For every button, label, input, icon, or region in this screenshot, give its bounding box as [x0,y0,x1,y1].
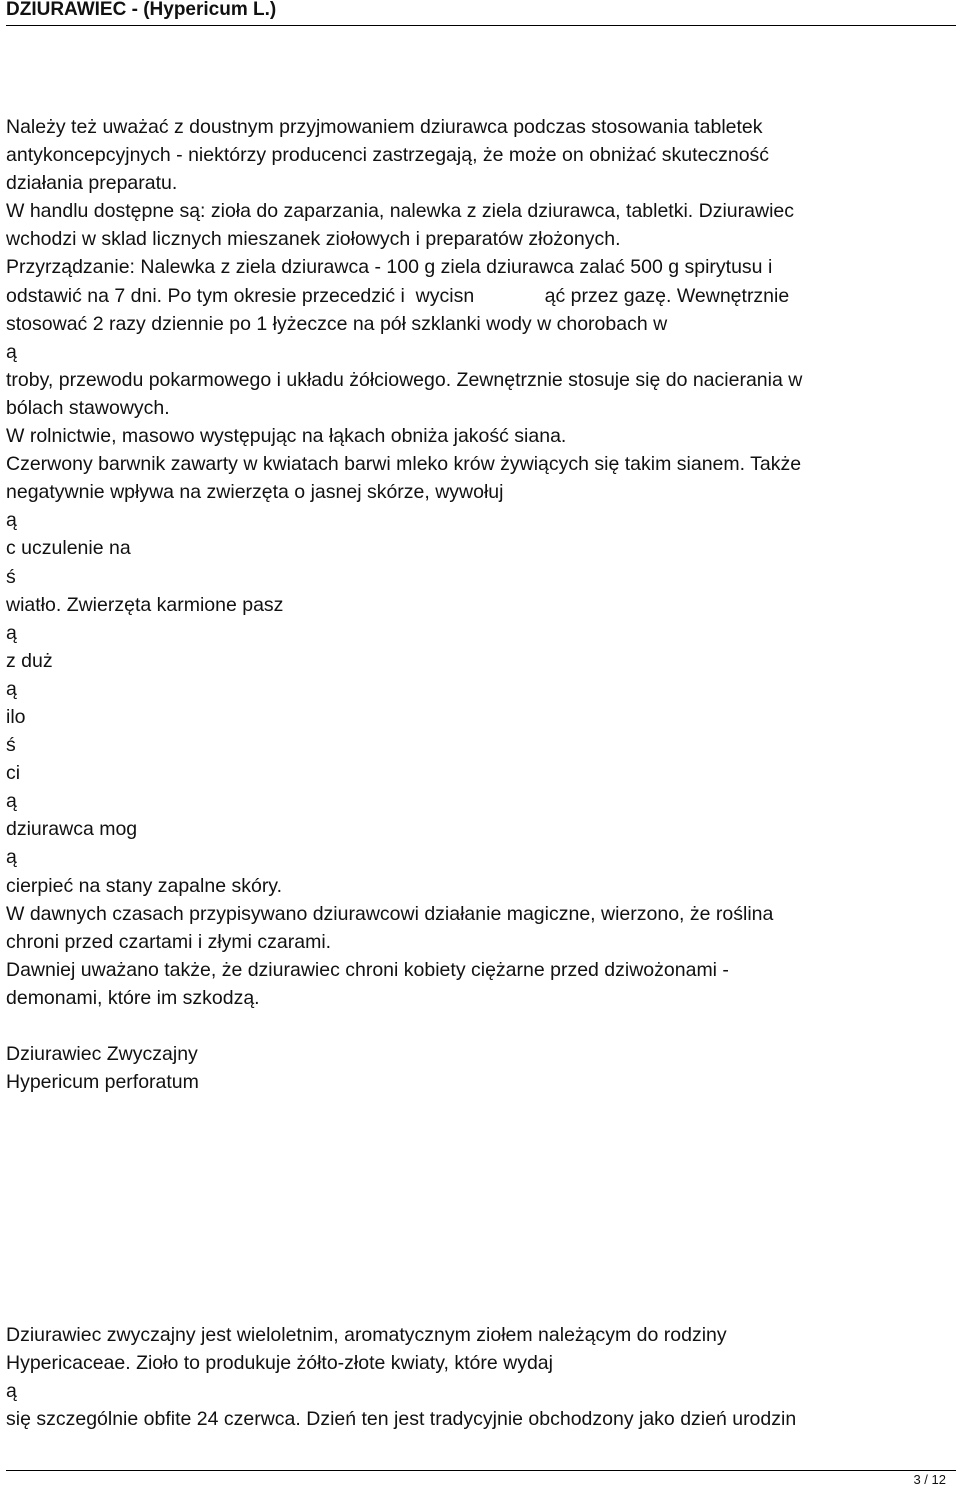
blank-line [6,1293,956,1321]
text-line: ą [6,621,17,644]
text-line: Należy też uważać z doustnym przyjmowaniem dziurawca podczas stosowania tabletek [6,116,763,138]
text-line: Przyrządzanie: Nalewka z ziela dziurawca - 100 g ziela dziurawca zalać 500 g spirytusu i [6,256,773,279]
blank-line [6,1237,956,1265]
text-line: Dziurawiec Zwyczajny [6,1043,198,1066]
blank-line [6,1096,956,1124]
text-line: ś [6,565,16,588]
document-body [6,113,956,1433]
text-line: ci [6,762,21,785]
text-line: troby, przewodu pokarmowego i układu żółciowego. Zewnętrznie stosuje się do nacierania w [6,368,803,391]
text-line: demonami, które im szkodzą. [6,986,260,1009]
text-line: ą [6,790,17,813]
text-line: Hypericum perforatum [6,1071,199,1094]
text-line: ą [6,1380,17,1403]
blank-line [6,1124,956,1152]
blank-line [6,1181,956,1209]
text-line: ą [6,846,17,869]
text-line: z duż [6,649,53,672]
text-line: wchodzi w sklad licznych mieszanek ziołowych i preparatów złożonych. [6,228,621,251]
blank-line [6,1152,956,1180]
text-line: ą [6,340,17,363]
text-line: stosować 2 razy dziennie po 1 łyżeczce na pół szklanki wody w chorobach w [6,312,668,335]
paragraph-block-2 [6,1040,956,1096]
blank-line [6,1209,956,1237]
text-line: ś [6,734,16,757]
text-line: W rolnictwie, masowo występując na łąkach obniża jakość siana. [6,425,567,448]
header-divider [6,25,956,26]
text-line: Dziurawiec zwyczajny jest wieloletnim, aromatycznym ziołem należącym do rodziny [6,1324,727,1347]
text-line: ą [6,677,17,700]
paragraph-block-3 [6,1321,956,1433]
text-line: odstawić na 7 dni. Po tym okresie przecedzić i wycisn ąć przez gazę. Wewnętrznie [6,284,790,307]
text-line: negatywnie wpływa na zwierzęta o jasnej skórze, wywołuj [6,481,504,504]
text-line: ilo [6,705,26,728]
text-line: antykoncepcyjnych - niektórzy producenci zastrzegają, że może on obniżać skuteczność [6,144,770,167]
text-line: dziurawca mog [6,818,138,841]
text-line: Hypericaceae. Zioło to produkuje żółto-złote kwiaty, które wydaj [6,1352,553,1375]
text-line: wiatło. Zwierzęta karmione pasz [6,593,284,616]
text-line: chroni przed czartami i złymi czarami. [6,930,332,953]
document-title: DZIURAWIEC - (Hypericum L.) [6,0,277,20]
text-line: Czerwony barwnik zawarty w kwiatach barwi mleko krów żywiących się takim sianem. Także [6,453,802,476]
text-line: ą [6,509,17,532]
text-line: cierpieć na stany zapalne skóry. [6,874,283,897]
paragraph-block-1 [6,113,956,1012]
text-line: bólach stawowych. [6,396,170,419]
footer-divider [6,1470,956,1471]
text-line: Dawniej uważano także, że dziurawiec chroni kobiety ciężarne przed dziwożonami - [6,958,729,981]
text-line: W handlu dostępne są: zioła do zaparzania, nalewka z ziela dziurawca, tabletki. Dziurawiec [6,200,794,223]
text-line: działania preparatu. [6,172,178,195]
text-line: c uczulenie na [6,537,131,560]
page-number: 3 / 12 [913,1472,946,1487]
blank-line [6,1012,956,1040]
blank-line [6,1265,956,1293]
text-line: się szczególnie obfite 24 czerwca. Dzień ten jest tradycyjnie obchodzony jako dzień urodzin [6,1408,797,1431]
text-line: W dawnych czasach przypisywano dziurawcowi działanie magiczne, wierzono, że roślina [6,902,774,925]
